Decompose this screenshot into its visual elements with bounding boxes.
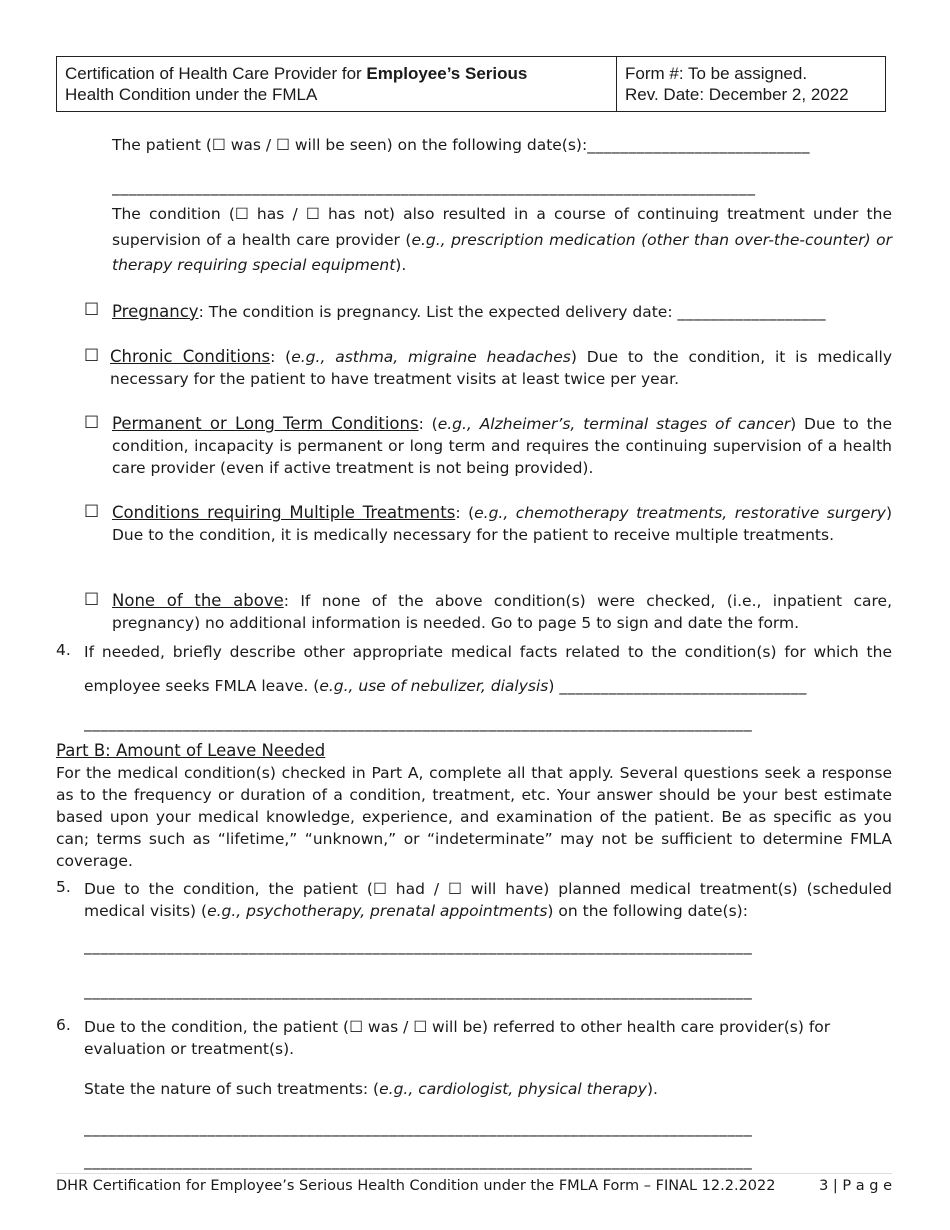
page-number: 3 | P a g e	[819, 1178, 892, 1194]
q5-blank-1[interactable]: _________________________________________________________________________________	[84, 937, 753, 955]
none-text: None of the above: If none of the above condition(s) were checked, (i.e., inpatient care, pregnancy) no additional information is needed. Go to page 5 to sign and date the form.	[112, 591, 892, 632]
q5-number: 5.	[56, 878, 71, 896]
form-title: Certification of Health Care Provider for Employee’s Serious Health Condition under the FMLA	[57, 57, 617, 111]
q6-text: Due to the condition, the patient (☐ was / ☐ will be) referred to other health care provider(s) for evaluation or treatment(s).	[84, 1018, 831, 1058]
multiple-text: Conditions requiring Multiple Treatments: (e.g., chemotherapy treatments, restorative surgery) Due to the condition, it is medically necessary for the patient to receive multiple treatments.	[112, 503, 892, 544]
pregnancy-label: Pregnancy	[112, 302, 199, 321]
q4-blank-2[interactable]: _________________________________________________________________________________	[84, 714, 753, 732]
seen-dates-line: The patient (☐ was / ☐ will be seen) on the following date(s):___________________________	[112, 136, 810, 154]
permanent-checkbox[interactable]: ☐	[84, 413, 100, 433]
chronic-checkbox[interactable]: ☐	[84, 346, 100, 366]
pregnancy-checkbox[interactable]: ☐	[84, 300, 100, 320]
chronic-label: Chronic Conditions	[110, 347, 271, 366]
q5-text: Due to the condition, the patient (☐ had / ☐ will have) planned medical treatment(s) (scheduled medical visits) (e.g., psychotherapy, prenatal appointments) on the following date(s):	[84, 880, 892, 920]
form-header	[56, 56, 886, 112]
q5-blank-2[interactable]: _________________________________________________________________________________	[84, 982, 753, 1000]
page-footer	[56, 1173, 892, 1194]
pregnancy-text: Pregnancy: The condition is pregnancy. List the expected delivery date: __________________	[112, 302, 826, 321]
permanent-label: Permanent or Long Term Conditions	[112, 414, 419, 433]
footer-title: DHR Certification for Employee’s Serious Health Condition under the FMLA Form – FINAL 12.2.2022	[56, 1178, 776, 1194]
form-meta	[617, 57, 885, 111]
none-label: None of the above	[112, 591, 284, 610]
q6-number: 6.	[56, 1016, 71, 1034]
q4-number: 4.	[56, 641, 71, 659]
seen-dates-blank-2[interactable]: ______________________________________________________________________________	[112, 178, 756, 196]
form-number: Form #: To be assigned.	[625, 64, 808, 83]
multiple-label: Conditions requiring Multiple Treatments	[112, 503, 456, 522]
continuing-treatment-text: The condition (☐ has / ☐ has not) also resulted in a course of continuing treatment under the supervision of a health care provider (e.g., prescription medication (other than over-the-counter) or therapy requiring special equipment).	[112, 205, 892, 274]
revision-date: Rev. Date: December 2, 2022	[625, 85, 849, 104]
q6-blank-1[interactable]: _________________________________________________________________________________	[84, 1119, 753, 1137]
part-b-intro: For the medical condition(s) checked in Part A, complete all that apply. Several questions seek a response as to the frequency or duration of a condition, treatment, etc. Your answer should be your best estimate based upon your medical knowledge, experience, and examination of the patient. Be as specific as you can; terms such as “lifetime,” “unknown,” or “indeterminate” may not be sufficient to determine FMLA coverage.	[56, 764, 892, 870]
delivery-date-blank[interactable]: __________________	[677, 303, 826, 321]
seen-options[interactable]: ☐ was / ☐ will be seen	[211, 136, 387, 154]
none-checkbox[interactable]: ☐	[84, 590, 100, 610]
q6-blank-2[interactable]: _________________________________________________________________________________	[84, 1152, 753, 1170]
multiple-checkbox[interactable]: ☐	[84, 502, 100, 522]
permanent-text: Permanent or Long Term Conditions: (e.g., Alzheimer’s, terminal stages of cancer) Due to the condition, incapacity is permanent or long term and requires the continuing supervision of a health care provider (even if active treatment is not being provided).	[112, 414, 893, 477]
part-b-title: Part B: Amount of Leave Needed	[56, 741, 326, 760]
q6-state-nature: State the nature of such treatments: (e.g., cardiologist, physical therapy).	[84, 1080, 658, 1098]
seen-dates-blank[interactable]: ___________________________	[587, 136, 810, 154]
q4-text: If needed, briefly describe other appropriate medical facts related to the condition(s) for which the employee seeks FMLA leave. (e.g., use of nebulizer, dialysis) ______________________________	[84, 643, 892, 695]
q4-blank[interactable]: ______________________________	[559, 677, 807, 695]
chronic-text: Chronic Conditions: (e.g., asthma, migraine headaches) Due to the condition, it is medically necessary for the patient to have treatment visits at least twice per year.	[110, 347, 892, 388]
